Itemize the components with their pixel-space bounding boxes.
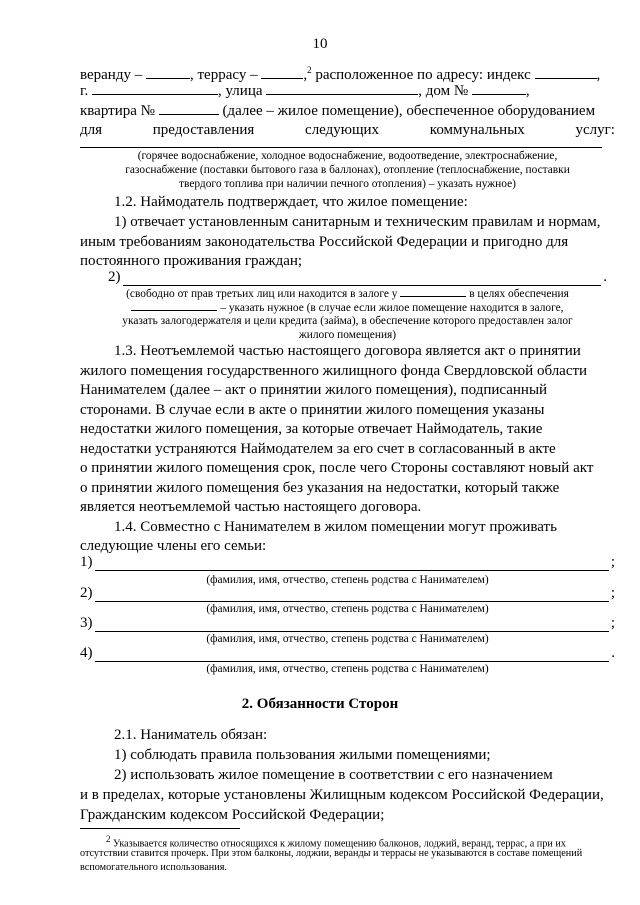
utilities-line <box>80 147 602 148</box>
member-2-blank <box>95 587 609 602</box>
clause-2-1-1: 1) соблюдать правила пользования жилыми помещениями; <box>114 747 491 763</box>
footnote-mark: 2 <box>106 834 111 844</box>
clause-1-4-l2: следующие члены его семьи: <box>80 538 267 554</box>
word-2: предоставления <box>152 122 255 138</box>
clause-1-3-l1: 1.3. Неотъемлемой частью настоящего договора является акт о принятии <box>114 343 581 359</box>
blank-pledgee <box>400 286 466 297</box>
member-3-blank <box>95 617 609 632</box>
blank-apartment <box>159 101 219 115</box>
member-3 <box>80 614 615 632</box>
clause-1-2-1-b: иным требованиям законодательства Российской Федерации и пригодно для <box>80 234 569 250</box>
member-3-caption: (фамилия, имя, отчество, степень родства с Нанимателем) <box>206 633 489 645</box>
clause-1-3-l5: недостатки жилого помещения, за которые отвечает Наймодатель, такие <box>80 421 543 437</box>
member-4-blank <box>95 647 610 662</box>
line-2: г. , улица , дом № , <box>80 83 530 99</box>
utilities-note-2: газоснабжение (поставки бытового газа в баллонах), отопление (теплоснабжение, поставки <box>125 164 570 176</box>
pledge-note-1b: в целях обеспечения <box>469 288 569 300</box>
word-5: услуг: <box>575 122 615 138</box>
footnote-line-2: отсутствии ставится прочерк. При этом балконы, лоджии, веранды и террасы не указываются в составе помещений <box>80 848 583 859</box>
blank-city <box>92 81 218 95</box>
member-4 <box>80 644 615 662</box>
text-street: , улица <box>217 83 263 99</box>
pledge-note-2a: – указать нужное (в случае если жилое помещение находится в залоге, <box>220 302 564 314</box>
pledge-note-1 <box>80 286 615 301</box>
blank-purpose <box>131 300 217 311</box>
member-4-end: . <box>611 645 615 661</box>
clause-1-3-l2: жилого помещения государственного жилищного фонда Свердловской области <box>80 363 588 379</box>
clause-1-4-l1: 1.4. Совместно с Нанимателем в жилом помещении могут проживать <box>114 519 557 535</box>
clause-1-2-1-c: постоянного проживания граждан; <box>80 253 303 269</box>
member-2-end: ; <box>610 585 615 601</box>
line-4 <box>80 121 615 139</box>
member-2-num: 2) <box>80 585 93 601</box>
clause-1-3-l9: является неотъемлемой частью настоящего договора. <box>80 499 422 515</box>
clause-1-2: 1.2. Наймодатель подтверждает, что жилое помещение: <box>114 194 468 210</box>
footnote-ref: 2 <box>307 65 312 75</box>
page-number: 10 <box>312 36 328 52</box>
clause-1-2-2-num: 2) <box>108 269 121 285</box>
member-1-num: 1) <box>80 554 93 570</box>
member-4-num: 4) <box>80 645 93 661</box>
clause-1-2-2-blank <box>123 271 602 286</box>
blank-street <box>266 81 418 95</box>
blank-house <box>472 81 526 95</box>
text-terrace: , террасу – <box>189 67 258 83</box>
clause-1-3-l6: недостатки устраняются Наймодателем за его счет в согласованный в акте <box>80 441 556 457</box>
member-4-caption: (фамилия, имя, отчество, степень родства с Нанимателем) <box>206 663 489 675</box>
member-1-blank <box>95 556 609 571</box>
clause-1-3-l8: о принятии жилого помещения без указания на недостатки, который также <box>80 480 560 496</box>
clause-2-1-2-l2: и в пределах, которые установлены Жилищным кодексом Российской Федерации, <box>80 787 604 803</box>
clause-1-3-l7: о принятии жилого помещения срок, после чего Стороны составляют новый акт <box>80 460 594 476</box>
section-2-heading: 2. Обязанности Сторон <box>241 696 399 712</box>
pledge-note-3: указать залогодержателя и цели кредита (займа), в обеспечение которого предоставлен залог <box>122 315 573 327</box>
member-3-num: 3) <box>80 615 93 631</box>
text-address: расположенное по адресу: индекс <box>315 67 531 83</box>
member-3-end: ; <box>610 615 615 631</box>
member-2-caption: (фамилия, имя, отчество, степень родства с Нанимателем) <box>206 603 489 615</box>
blank-terrace <box>261 65 303 79</box>
footnote-line-3: вспомогательного использования. <box>80 862 227 873</box>
clause-1-3-l3: Нанимателем (далее – акт о принятии жилого помещения), подписанный <box>80 382 548 398</box>
member-1 <box>80 553 615 571</box>
footnote-text-1: Указывается количество относящихся к жилому помещению балконов, лоджий, веранд, террас, а при их <box>113 838 566 850</box>
pledge-note-2 <box>80 300 615 315</box>
text-city: г. <box>80 83 89 99</box>
clause-1-2-1-a: 1) отвечает установленным санитарным и техническим правилам и нормам, <box>114 214 601 230</box>
member-1-caption: (фамилия, имя, отчество, степень родства с Нанимателем) <box>206 574 489 586</box>
clause-2-1-2-l3: Гражданским кодексом Российской Федерации; <box>80 807 385 823</box>
pledge-note-4: жилого помещения) <box>298 329 397 341</box>
utilities-note-1: (горячее водоснабжение, холодное водоснабжение, водоотведение, электроснабжение, <box>137 150 558 162</box>
text-apartment: квартира № <box>80 103 155 119</box>
word-1: для <box>80 122 103 138</box>
blank-index <box>535 65 597 79</box>
clause-1-2-2: 2) . <box>108 269 607 285</box>
clause-2-1: 2.1. Наниматель обязан: <box>114 727 268 743</box>
pledge-note-1a: (свободно от прав третьих лиц или находится в залоге у <box>126 288 398 300</box>
member-1-end: ; <box>610 554 615 570</box>
blank-veranda <box>146 65 190 79</box>
text-veranda: веранду – <box>80 67 143 83</box>
text-house: , дом № <box>418 83 469 99</box>
line-3 <box>80 101 615 120</box>
footnote-separator <box>80 828 240 829</box>
clause-1-3-l4: сторонами. В случае если в акте о принятии жилого помещения указаны <box>80 402 545 418</box>
member-2 <box>80 584 615 602</box>
text-equipment: (далее – жилое помещение), обеспеченное оборудованием <box>222 103 596 119</box>
line-1: веранду – , террасу – ,$^2$ расположенное по адресу: индекс , <box>80 65 601 83</box>
utilities-note-3: твердого топлива при наличии печного отопления) – указать нужное) <box>179 178 516 190</box>
clause-2-1-2-l1: 2) использовать жилое помещение в соответствии с его назначением <box>114 767 553 783</box>
word-3: следующих <box>305 122 380 138</box>
word-4: коммунальных <box>429 122 525 138</box>
